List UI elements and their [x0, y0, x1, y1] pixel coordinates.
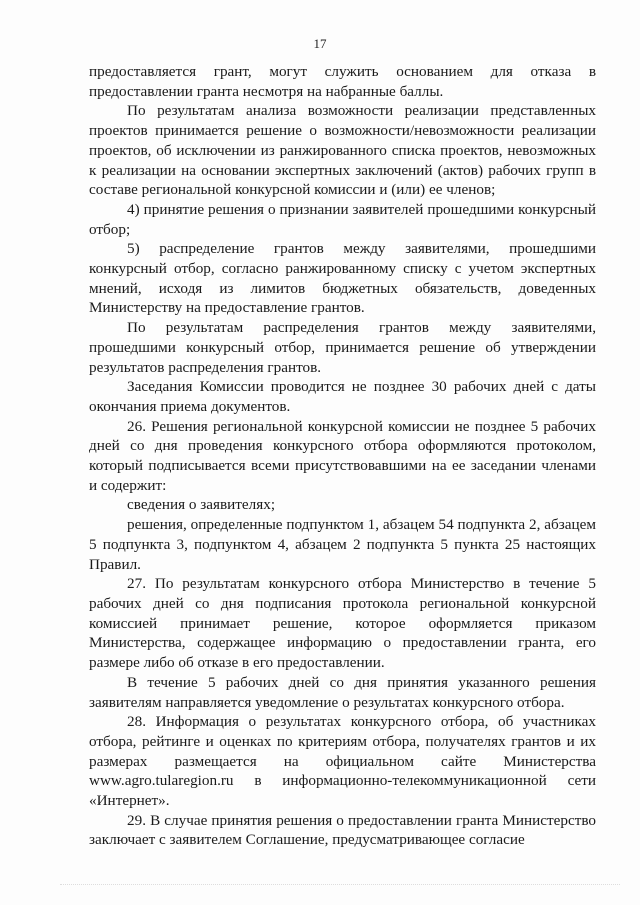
- scan-artifact-line: [60, 884, 620, 887]
- paragraph-item-4: 4) принятие решения о признании заявителей прошедшими конкурсный отбор;: [89, 200, 596, 238]
- paragraph-clause-29: 29. В случае принятия решения о предоставлении гранта Министерство заключает с заявителем Соглашение, предусматривающее согласие: [89, 811, 596, 849]
- paragraph-meetings: Заседания Комиссии проводится не позднее 30 рабочих дней с даты окончания приема документов.: [89, 378, 596, 415]
- page-number: 17: [313, 36, 327, 51]
- paragraph-continuation: предоставляется грант, могут служить основанием для отказа в предоставлении гранта несмотря на набранные баллы.: [89, 63, 596, 100]
- paragraph-decisions: решения, определенные подпунктом 1, абзацем 54 подпункта 2, абзацем 5 подпункта 3, подпунктом 4, абзацем 2 подпункта 5 пункта 25 настоящих Правил.: [89, 516, 596, 573]
- paragraph-distribution-results: По результатам распределения грантов между заявителями, прошедшими конкурсный отбор, принимается решение об утверждении результатов распределения грантов.: [89, 319, 596, 376]
- paragraph-item-5: 5) распределение грантов между заявителями, прошедшими конкурсный отбор, согласно ранжированному списку с учетом экспертных мнений, исходя из лимитов бюджетных обязательств, доведенных Министерству на предоставление грантов.: [89, 240, 596, 317]
- paragraph-applicant-info: сведения о заявителях;: [127, 496, 276, 514]
- paragraph-notification: В течение 5 рабочих дней со дня принятия указанного решения заявителям направляется уведомление о результатах конкурсного отбора.: [89, 673, 596, 711]
- paragraph-clause-26: 26. Решения региональной конкурсной комиссии не позднее 5 рабочих дней со дня проведения конкурсного отбора оформляются протоколом, который подписывается всеми присутствовавшими на ее заседании членами и содержит:: [89, 417, 596, 494]
- paragraph-clause-27: 27. По результатам конкурсного отбора Министерство в течение 5 рабочих дней со дня подписания протокола региональной конкурсной комиссией принимает решение, которое оформляется приказом Министерства, содержащее информацию о предоставлении гранта, его размере либо об отказе в его предоставлении.: [89, 575, 596, 672]
- paragraph-analysis-results: По результатам анализа возможности реализации представленных проектов принимается решение о возможности/невозможности реализации проектов, об исключении из ранжированного списка проектов, невозможных к реализации на основании экспертных заключений (актов) рабочих групп в составе региональной конкурсной комиссии и (или) ее членов;: [89, 102, 596, 199]
- document-body: [89, 62, 596, 850]
- paragraph-clause-28: 28. Информация о результатах конкурсного отбора, об участниках отбора, рейтинге и оценках по критериям отбора, получателях грантов и их размерах размещается на официальном сайте Министерства www.agro.tularegion.ru в информационно-телекоммуникационной сети «Интернет».: [89, 713, 596, 810]
